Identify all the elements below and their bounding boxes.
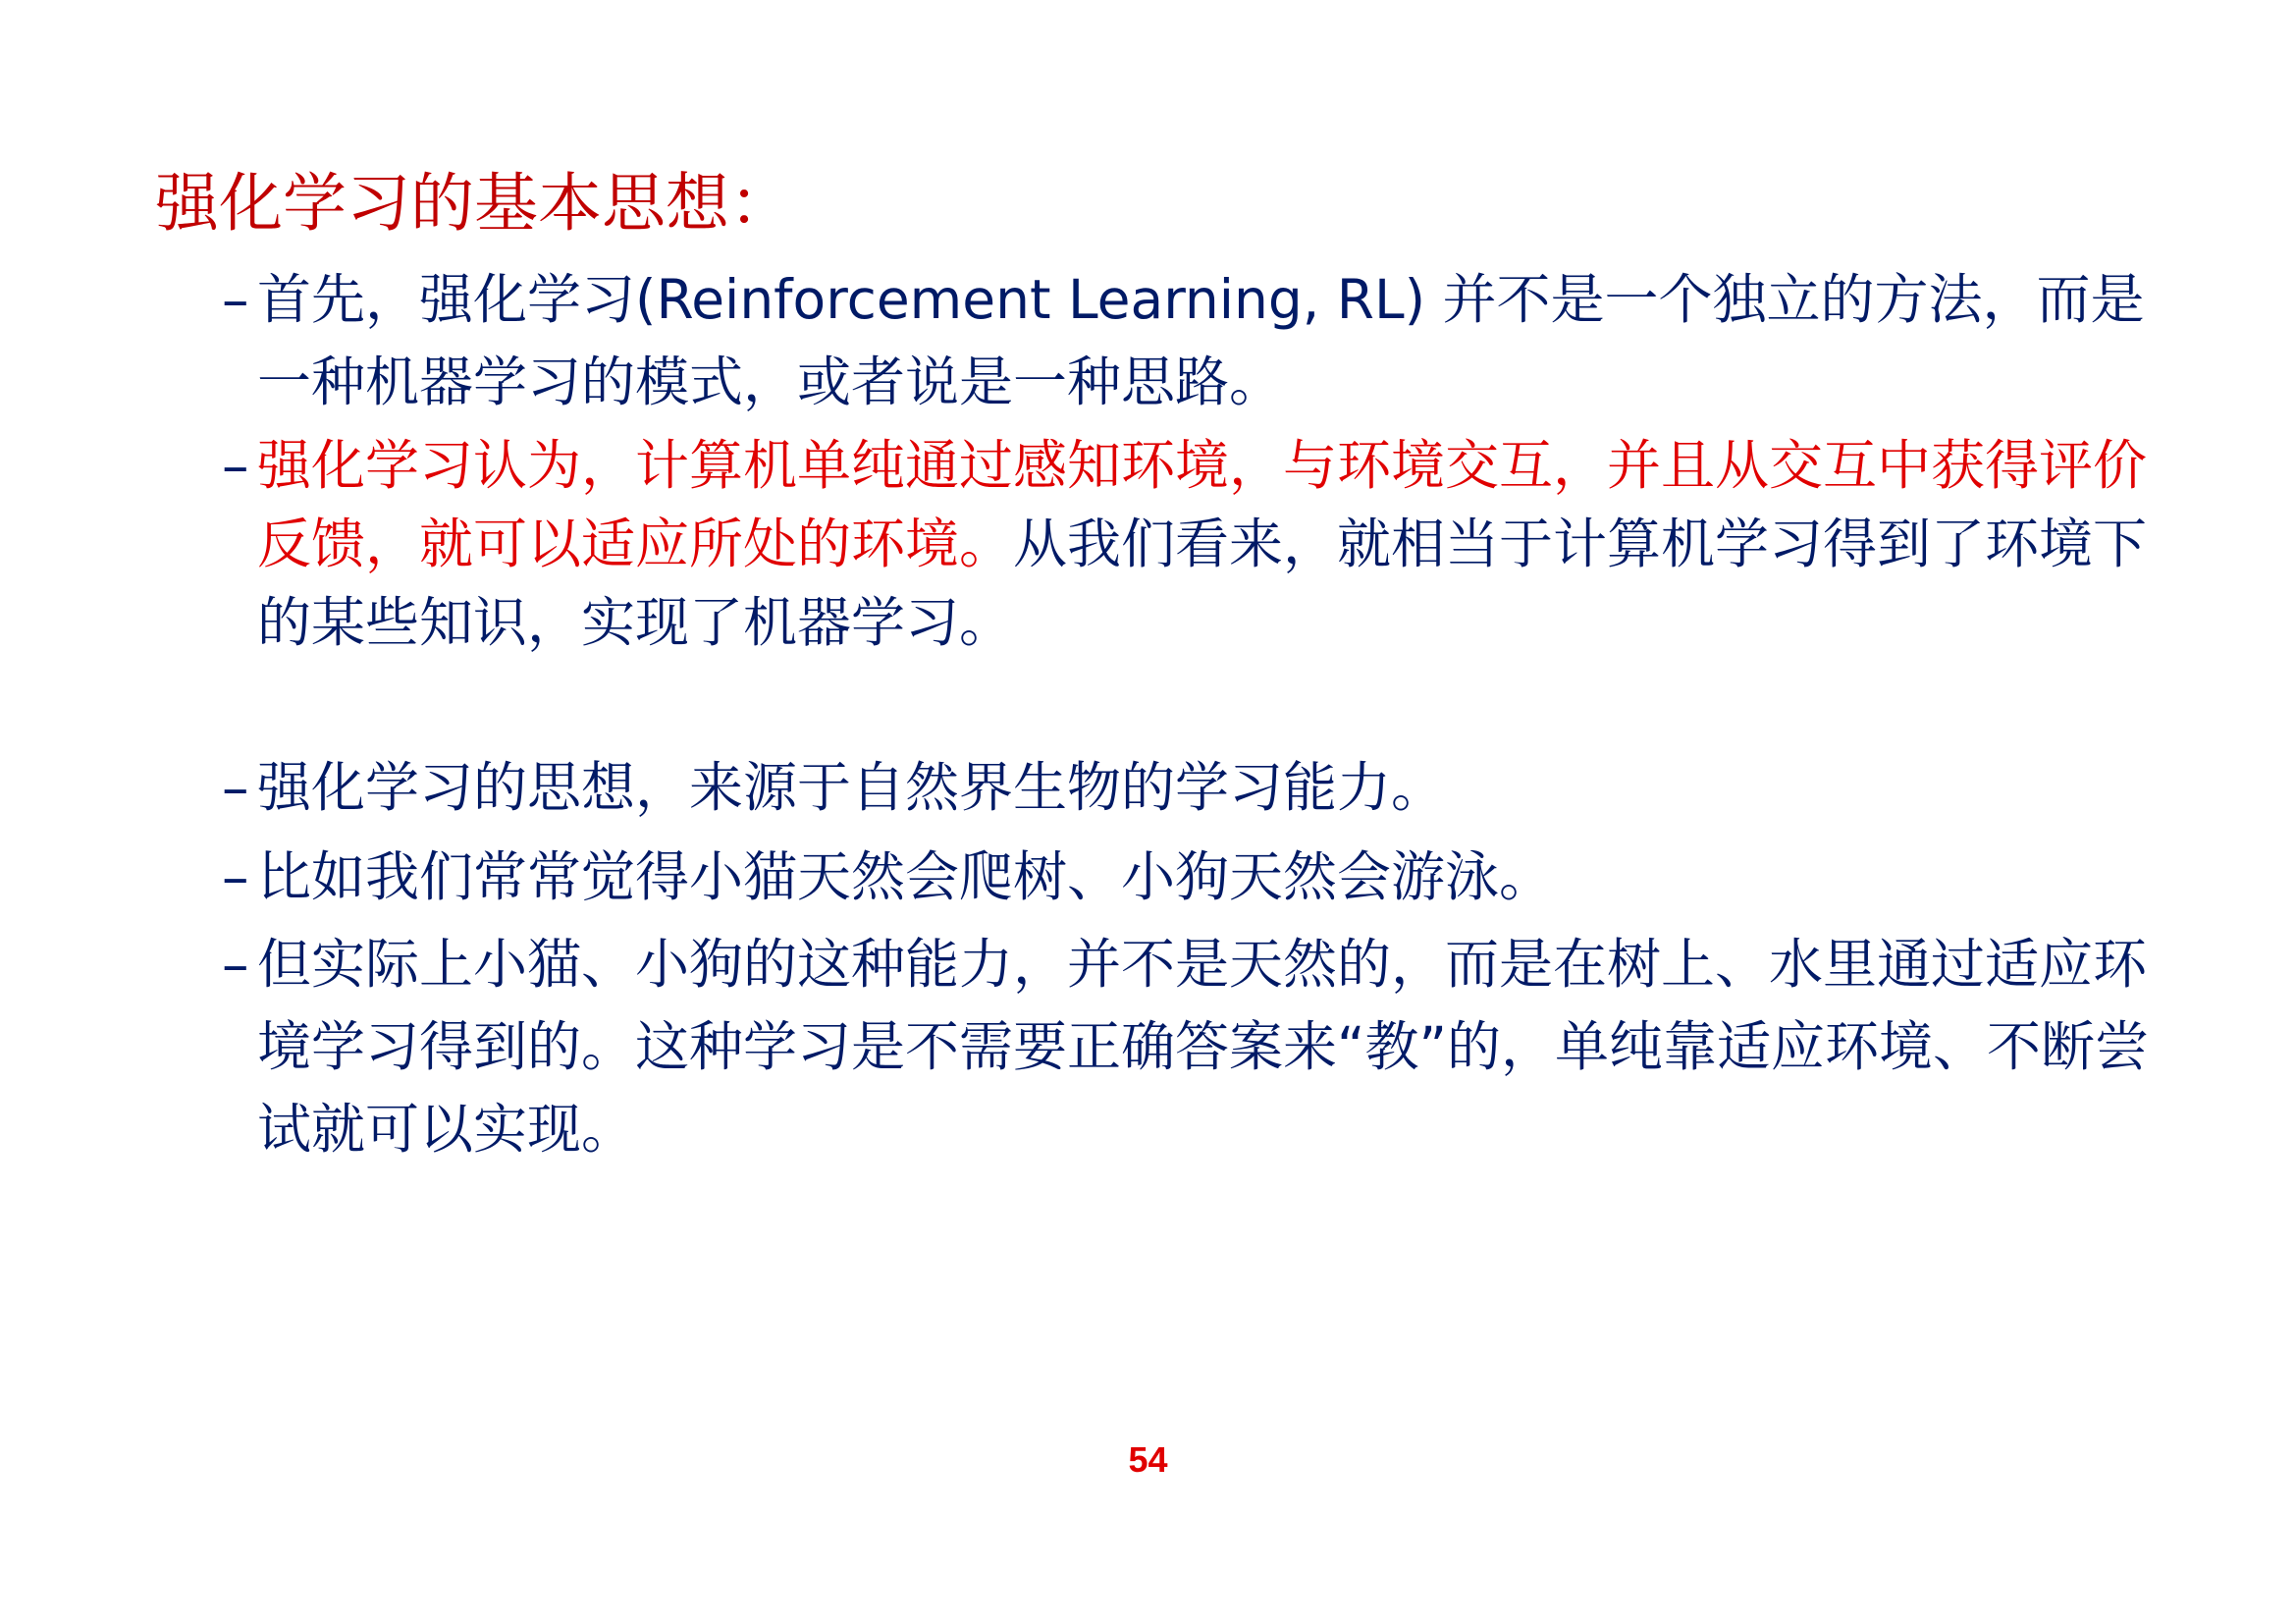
page-number: 54 [1128,1439,1168,1480]
bullet-marker: – [222,756,249,819]
slide-title: 强化学习的基本思想： [155,167,794,241]
bullet-item-3 [222,746,2181,829]
bullet-item-text: 比如我们常常觉得小猫天然会爬树、小狗天然会游泳。 [257,845,1554,908]
bullet-marker: – [222,845,249,908]
bullet-marker: – [222,933,249,996]
bullet-item-text: 但实际上小猫、小狗的这种能力，并不是天然的，而是在树上、水里通过适应环境学习得到的。这种学习是不需要正确答案来“教”的，单纯靠适应环境、不断尝试就可以实现。 [257,933,2149,1161]
bullet-item-text: 首先，强化学习(Reinforcement Learning, RL) 并不是一个独立的方法，而是一种机器学习的模式，或者说是一种思路。 [257,268,2145,413]
bullet-item-1 [222,258,2181,423]
bullet-item-text: 从我们看来，就相当于计算机学习得到了环境下的某些知识，实现了机器学习。 [257,513,2148,654]
bullet-marker: – [222,434,249,497]
bullet-item-highlight-text: 强化学习认为，计算机单纯通过感知环境，与环境交互，并且从交互中获得评价反馈，就可以适应所处的环境。 [257,434,2148,575]
bullet-item-text: 强化学习的思想，来源于自然界生物的学习能力。 [257,756,1446,819]
bullet-item-5 [222,923,2181,1170]
bullet-item-2 [222,426,2181,662]
bullet-item-4 [222,836,2181,918]
bullet-marker: – [222,268,249,331]
